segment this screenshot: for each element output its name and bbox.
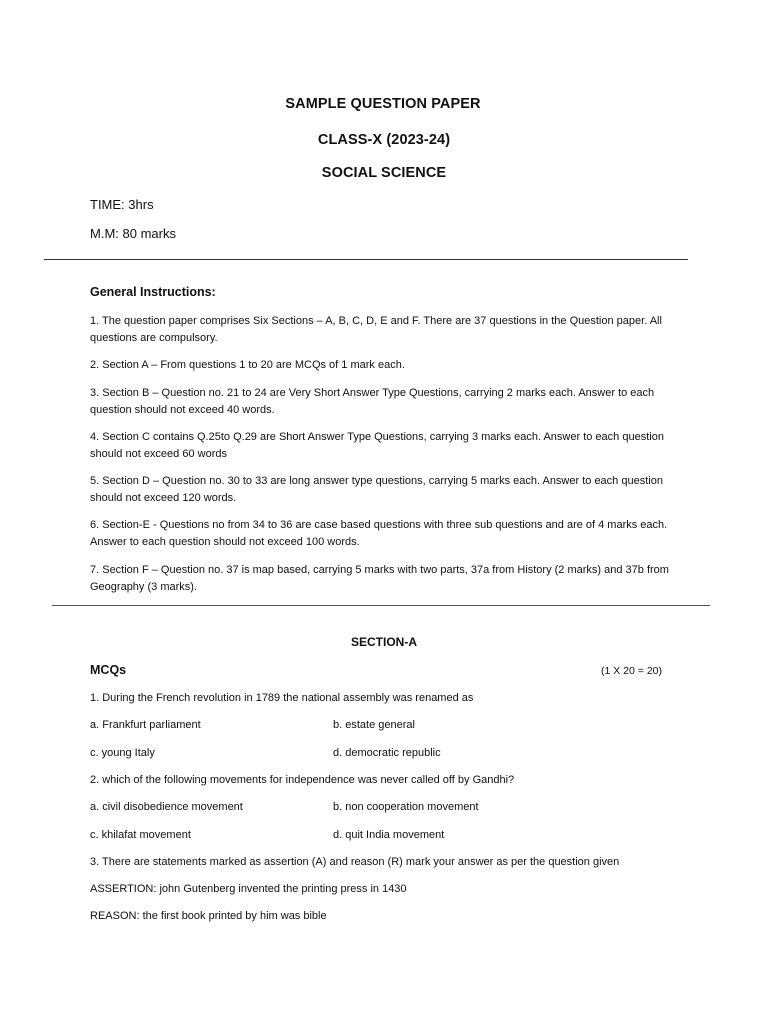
instruction-item: 6. Section-E - Questions no from 34 to 36 are case based questions with three sub questions and are of 4 marks each. Answer to each question should not exceed 100 words. xyxy=(90,519,668,548)
instruction-item: 1. The question paper comprises Six Sections – A, B, C, D, E and F. There are 37 questions in the Question paper. All questions are compulsory. xyxy=(90,315,662,344)
option-d: d. democratic republic xyxy=(333,747,441,759)
reason-statement: REASON: the first book printed by him was bible xyxy=(90,910,327,922)
header-divider xyxy=(44,259,688,260)
paper-title: SAMPLE QUESTION PAPER xyxy=(285,96,481,112)
option-a: a. civil disobedience movement xyxy=(90,801,243,813)
option-b: b. estate general xyxy=(333,719,415,731)
max-marks-label: M.M: 80 marks xyxy=(90,226,176,241)
option-d: d. quit India movement xyxy=(333,829,445,841)
section-marks: (1 X 20 = 20) xyxy=(601,665,662,677)
mcq-heading: MCQs xyxy=(90,663,127,677)
assertion-statement: ASSERTION: john Gutenberg invented the printing press in 1430 xyxy=(90,883,407,895)
section-a-title xyxy=(0,635,768,649)
option-b: b. non cooperation movement xyxy=(333,801,479,813)
option-c: c. khilafat movement xyxy=(90,829,191,841)
instructions-heading: General Instructions: xyxy=(90,285,216,299)
instruction-item: 5. Section D – Question no. 30 to 33 are long answer type questions, carrying 5 marks each. Answer to each question should not exceed 120 words. xyxy=(90,475,663,504)
instruction-item: 3. Section B – Question no. 21 to 24 are Very Short Answer Type Questions, carrying 2 marks each. Answer to each question should not exceed 40 words. xyxy=(90,387,655,416)
subject-label: SOCIAL SCIENCE xyxy=(321,165,447,181)
instruction-item: 2. Section A – From questions 1 to 20 are MCQs of 1 mark each. xyxy=(90,359,405,371)
class-label: CLASS-X (2023-24) xyxy=(317,132,451,148)
option-c: c. young Italy xyxy=(90,747,155,759)
time-label: TIME: 3hrs xyxy=(90,197,154,212)
question-text: 2. which of the following movements for independence was never called off by Gandhi? xyxy=(90,774,515,786)
instruction-item: 4. Section C contains Q.25to Q.29 are Short Answer Type Questions, carrying 3 marks each. Answer to each question should not exceed 60 words xyxy=(90,431,664,460)
question-text: 1. During the French revolution in 1789 the national assembly was renamed as xyxy=(90,692,474,704)
section-a-title-text: SECTION-A xyxy=(351,635,417,649)
option-a: a. Frankfurt parliament xyxy=(90,719,201,731)
question-text: 3. There are statements marked as assertion (A) and reason (R) mark your answer as per the question given xyxy=(90,856,620,868)
instructions-divider xyxy=(52,605,710,606)
instruction-item: 7. Section F – Question no. 37 is map based, carrying 5 marks with two parts, 37a from History (2 marks) and 37b from Geography (3 marks). xyxy=(90,564,669,593)
